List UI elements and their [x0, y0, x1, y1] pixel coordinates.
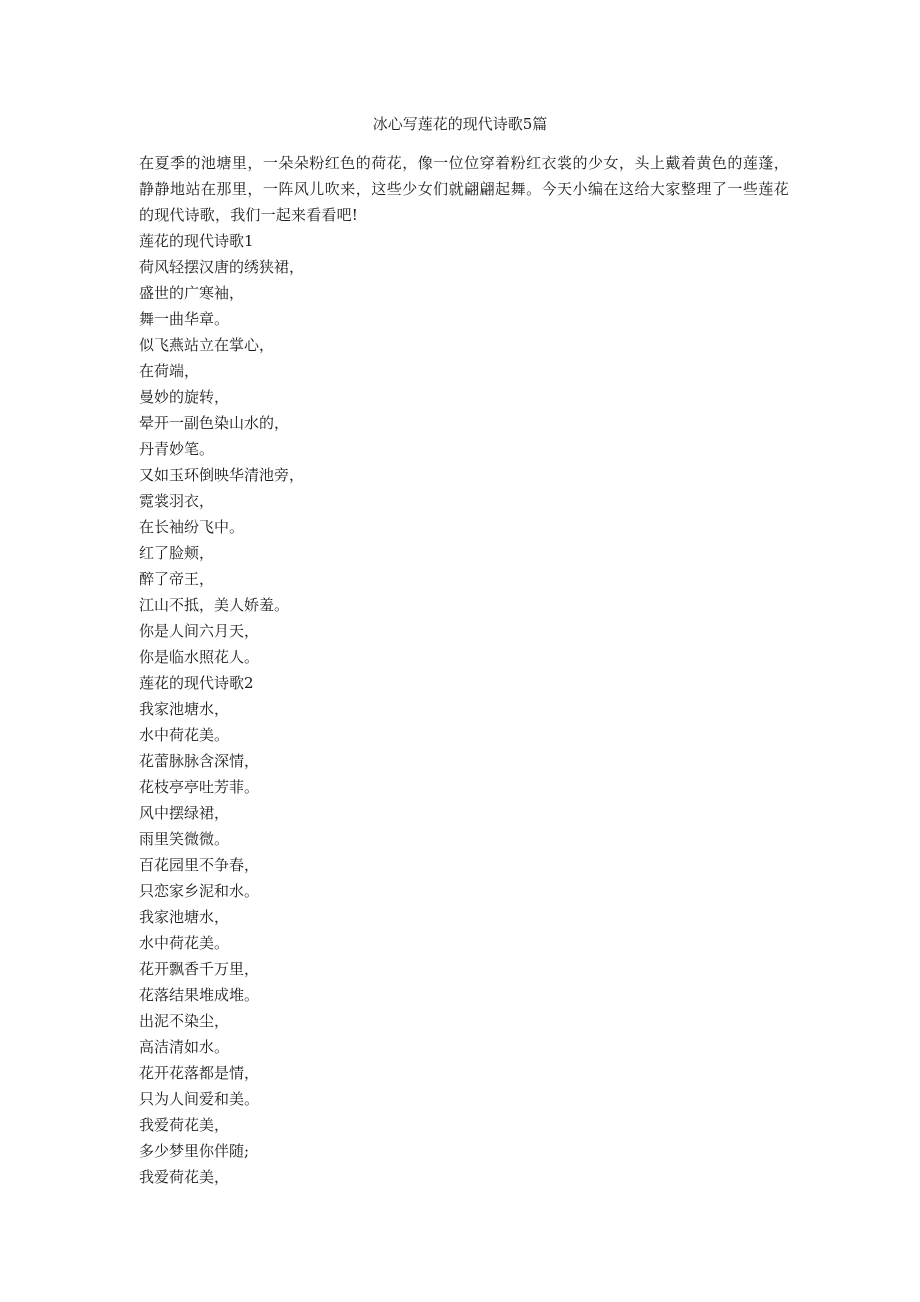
- poem-line: 花落结果堆成堆。: [139, 986, 260, 1004]
- poem-line: 在长袖纷飞中。: [139, 518, 245, 536]
- poem-line: 江山不抵，美人娇羞。: [139, 596, 290, 614]
- poem-2-lines: [139, 696, 789, 1190]
- poem-line: 花蕾脉脉含深情，: [139, 752, 260, 770]
- poem-line: 你是人间六月天，: [139, 622, 260, 640]
- poem-line: 曼妙的旋转，: [139, 388, 230, 406]
- poem-line: 我爱荷花美，: [139, 1168, 230, 1186]
- poem-line: 花枝亭亭吐芳菲。: [139, 778, 260, 796]
- poem-line: 荷风轻摆汉唐的绣狭裙，: [139, 258, 305, 276]
- poem-line: 水中荷花美。: [139, 934, 230, 952]
- intro-paragraph: 在夏季的池塘里，一朵朵粉红色的荷花，像一位位穿着粉红衣裳的少女，头上戴着黄色的莲蓬，静静地站在那里，一阵风儿吹来，这些少女们就翩翩起舞。今天小编在这给大家整理了一些莲花的现代诗歌，我们一起来看看吧!: [139, 154, 789, 224]
- poem-line: 花开花落都是情，: [139, 1064, 260, 1082]
- poem-line: 霓裳羽衣，: [139, 492, 215, 510]
- poem-line: 似飞燕站立在掌心，: [139, 336, 275, 354]
- poem-line: 我家池塘水，: [139, 700, 230, 718]
- poem-line: 盛世的广寒袖，: [139, 284, 245, 302]
- document-body: [139, 150, 789, 1190]
- poem-line: 雨里笑微微。: [139, 830, 230, 848]
- poem-line: 百花园里不争春，: [139, 856, 260, 874]
- poem-line: 只恋家乡泥和水。: [139, 882, 260, 900]
- poem-line: 红了脸颊，: [139, 544, 215, 562]
- poem-line: 我爱荷花美，: [139, 1116, 230, 1134]
- poem-line: 丹青妙笔。: [139, 440, 215, 458]
- poem-line: 出泥不染尘，: [139, 1012, 230, 1030]
- poem-line: 我家池塘水，: [139, 908, 230, 926]
- poem-line: 风中摆绿裙，: [139, 804, 230, 822]
- poem-1-heading: 莲花的现代诗歌1: [139, 232, 254, 250]
- poem-line: 水中荷花美。: [139, 726, 230, 744]
- poem-line: 多少梦里你伴随;: [139, 1142, 250, 1160]
- poem-line: 舞一曲华章。: [139, 310, 230, 328]
- poem-line: 花开飘香千万里，: [139, 960, 260, 978]
- poem-line: 在荷端，: [139, 362, 200, 380]
- poem-line: 你是临水照花人。: [139, 648, 260, 666]
- poem-line: 晕开一副色染山水的，: [139, 414, 290, 432]
- poem-line: 高洁清如水。: [139, 1038, 230, 1056]
- poem-2-heading: 莲花的现代诗歌2: [139, 674, 254, 692]
- document-title: 冰心写莲花的现代诗歌5篇: [372, 115, 548, 133]
- poem-line: 又如玉环倒映华清池旁，: [139, 466, 305, 484]
- poem-1-lines: [139, 254, 789, 670]
- poem-line: 醉了帝王，: [139, 570, 215, 588]
- poem-line: 只为人间爱和美。: [139, 1090, 260, 1108]
